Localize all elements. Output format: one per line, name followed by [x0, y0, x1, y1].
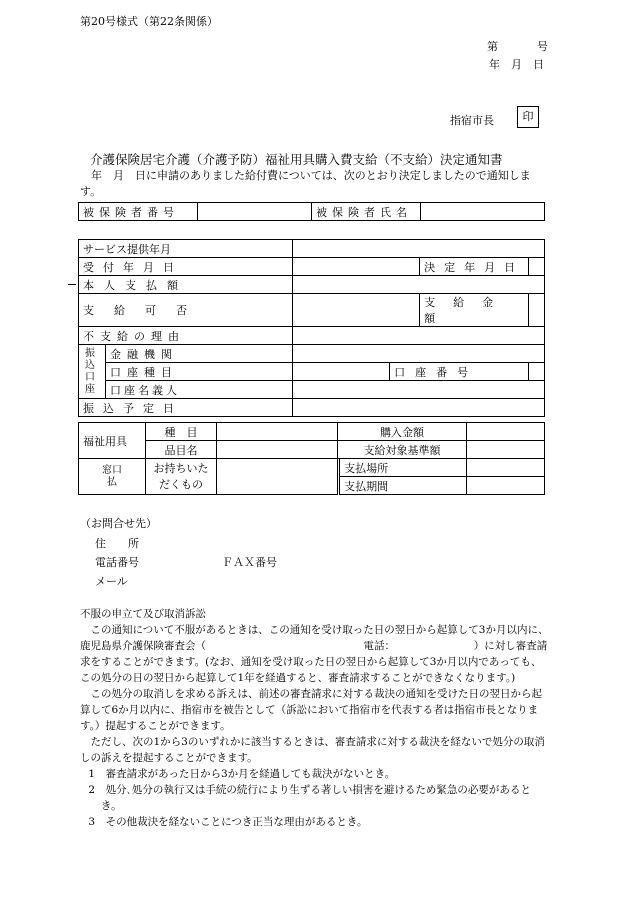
welfare-equipment-label: 福祉用具 — [79, 423, 146, 459]
transfer-date-value[interactable] — [293, 399, 545, 417]
insured-no-value[interactable] — [198, 203, 312, 221]
inquiry-mail: メール — [95, 575, 128, 588]
account-number-value[interactable] — [529, 363, 545, 381]
reason-label: 不支給の理由 — [79, 327, 293, 345]
transfer-account-label: 振込口座 — [79, 345, 106, 399]
transfer-date-label: 振込予定日 — [79, 399, 293, 417]
pay-period-label: 支払期間 — [340, 477, 467, 495]
category-value[interactable] — [217, 423, 338, 441]
appeal-paragraph-2: この処分の取消しを求める訴えは、前述の審査請求に対する裁決の通知を受けた日の翌日から起算して6か月以内に、指宿市を被告として（訴訟において指宿市を代表する者は指宿市長となります。）提起することができます。 — [80, 688, 542, 732]
bring-items-value[interactable] — [217, 459, 338, 495]
form-number: 第20号様式（第22条関係） — [80, 15, 218, 28]
appeal-section — [80, 606, 550, 830]
reason-value[interactable] — [293, 327, 545, 345]
appeal-item-3: 3 その他裁決を経ないことにつき正当な理由があるとき。 — [88, 816, 368, 828]
counter-pay-label: 窓口払 — [79, 459, 146, 495]
received-date-label: 受付年月日 — [79, 258, 293, 276]
bring-items-label: お持ちいただくもの — [146, 459, 217, 495]
standard-amount-value[interactable] — [467, 441, 545, 459]
item-name-value[interactable] — [217, 441, 338, 459]
received-date-value[interactable] — [293, 258, 420, 276]
inquiry-address: 住 所 — [95, 537, 139, 550]
decision-date-value[interactable] — [529, 258, 545, 276]
decision-table — [78, 239, 545, 417]
bank-label: 金融機関 — [106, 345, 293, 363]
bank-value[interactable] — [293, 345, 545, 363]
item-name-label: 品目名 — [146, 441, 217, 459]
insured-name-label: 被保険者氏名 — [312, 203, 421, 221]
standard-amount-label: 支給対象基準額 — [338, 441, 467, 459]
appeal-item-2: 2 処分､処分の執行又は手続の続行により生ずる著しい損害を避けるため緊急の必要があるとき。 — [88, 784, 531, 812]
service-month-value[interactable] — [293, 240, 545, 258]
insured-no-label: 被保険者番号 — [79, 203, 198, 221]
account-holder-value[interactable] — [293, 381, 545, 399]
appeal-heading: 不服の申立て及び取消訴訟 — [80, 608, 206, 620]
insured-table — [78, 202, 545, 221]
service-month-label: サービス提供年月 — [79, 240, 293, 258]
account-type-value[interactable] — [293, 363, 390, 381]
pay-place-label: 支払場所 — [340, 459, 467, 477]
margin-tick — [68, 284, 76, 285]
inquiry-fax: ＦＡＸ番号 — [222, 556, 277, 569]
intro-text: 年 月 日に申請のありました給付費については、次のとおり決定しましたので通知します。 — [80, 169, 531, 198]
equipment-table — [78, 422, 545, 495]
category-label: 種 目 — [146, 423, 217, 441]
account-holder-label: 口座名義人 — [106, 381, 293, 399]
document-number — [487, 38, 548, 54]
document-title: 介護保険居宅介護（介護予防）福祉用具購入費支給（不支給）決定通知書 — [90, 152, 503, 167]
payment-amount-label: 支給金額 — [420, 294, 529, 327]
account-type-label: 口座種目 — [106, 363, 293, 381]
pay-place-value[interactable] — [467, 459, 545, 477]
payment-amount-value[interactable] — [529, 294, 545, 327]
seal-box: 印 — [517, 106, 539, 128]
purchase-amount-value[interactable] — [467, 423, 545, 441]
issue-date: 年 月 日 — [489, 58, 544, 71]
mayor-title: 指宿市長 — [450, 114, 494, 127]
purchase-amount-label: 購入金額 — [338, 423, 467, 441]
insured-name-value[interactable] — [421, 203, 545, 221]
inquiry-heading: （お問合せ先） — [80, 517, 157, 530]
appeal-item-1: 1 審査請求があった日から3か月を経過しても裁決がないとき。 — [88, 768, 396, 780]
dai-label: 第 — [487, 40, 498, 53]
appeal-paragraph-3: ただし、次の1から3のいずれかに該当するときは、審査請求に対する裁決を経ないで処分の取消しの訴えを提起することができます。 — [80, 736, 545, 764]
approval-label: 支給可否 — [79, 294, 293, 327]
self-payment-label: 本人支払額 — [79, 276, 293, 294]
pay-period-value[interactable] — [467, 477, 545, 495]
self-payment-value[interactable] — [293, 276, 545, 294]
approval-value[interactable] — [293, 294, 420, 327]
inquiry-phone: 電話番号 — [95, 556, 139, 569]
appeal-paragraph-1: この通知について不服があるときは、この通知を受け取った日の翌日から起算して3か月以内に、鹿児島県介護保険審査会（ 電話： ）に対し審査請求をすることができます。(なお、通知を受け取った日の翌日から起算して3か月以内であっても、この処分の日の翌日から起算して1年を経過すると、審査請求することができなくなります。) — [80, 624, 549, 684]
go-label: 号 — [537, 40, 548, 53]
account-number-label: 口座番号 — [390, 363, 529, 381]
decision-date-label: 決定年月日 — [420, 258, 529, 276]
